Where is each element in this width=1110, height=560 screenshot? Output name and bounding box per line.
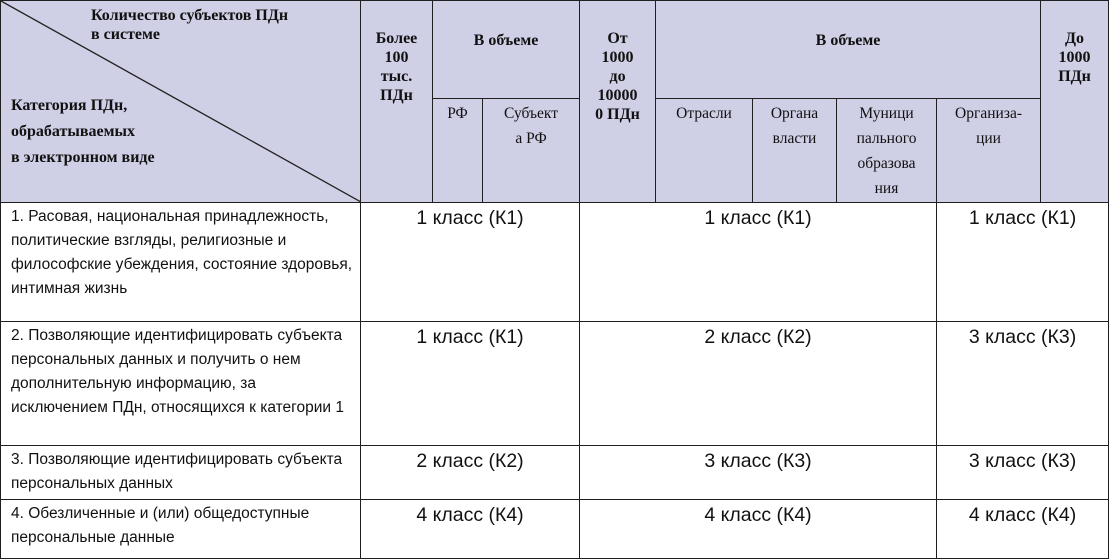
class-cell: 1 класс (К1) bbox=[580, 203, 937, 322]
sub-rf: РФ bbox=[433, 99, 483, 203]
class-cell: 1 класс (К1) bbox=[361, 322, 580, 446]
class-cell: 2 класс (К2) bbox=[361, 446, 580, 500]
table-row bbox=[1, 500, 1109, 559]
class-cell: 3 класс (К3) bbox=[937, 446, 1109, 500]
category-heading: Категория ПДн, обрабатываемых в электронном виде bbox=[11, 97, 155, 166]
class-cell: 4 класс (К4) bbox=[937, 500, 1109, 559]
sub-subject-rf: Субъект а РФ bbox=[483, 99, 580, 203]
sub-municipal: Муници пального образова ния bbox=[837, 99, 937, 203]
class-cell: 4 класс (К4) bbox=[361, 500, 580, 559]
category-cell: 4. Обезличенные и (или) общедоступные персональные данные bbox=[1, 500, 361, 559]
category-cell: 3. Позволяющие идентифицировать субъекта персональных данных bbox=[1, 446, 361, 500]
sub-authority: Органа власти bbox=[753, 99, 837, 203]
class-cell: 4 класс (К4) bbox=[580, 500, 937, 559]
group-volume-1: В объеме bbox=[433, 1, 580, 99]
class-cell: 3 класс (К3) bbox=[937, 322, 1109, 446]
col-up-to-1000: До 1000 ПДн bbox=[1041, 1, 1109, 203]
class-cell: 3 класс (К3) bbox=[580, 446, 937, 500]
diagonal-header-cell bbox=[1, 1, 361, 203]
table-row bbox=[1, 322, 1109, 446]
category-cell: 2. Позволяющие идентифицировать субъекта персональных данных и получить о нем дополнительную информацию, за исключением ПДн, относящихся к категории 1 bbox=[1, 322, 361, 446]
table-row bbox=[1, 203, 1109, 322]
class-cell: 1 класс (К1) bbox=[361, 203, 580, 322]
class-cell: 2 класс (К2) bbox=[580, 322, 937, 446]
class-cell: 1 класс (К1) bbox=[937, 203, 1109, 322]
col-more-than-100k: Более 100 тыс. ПДн bbox=[361, 1, 433, 203]
subjects-count-heading: Количество субъектов ПДн в системе bbox=[91, 7, 289, 43]
category-cell: 1. Расовая, национальная принадлежность, политические взгляды, религиозные и философские убеждения, состояние здоровья, интимная жизнь bbox=[1, 203, 361, 322]
table-row bbox=[1, 446, 1109, 500]
sub-industry: Отрасли bbox=[656, 99, 753, 203]
sub-organization: Организа- ции bbox=[937, 99, 1041, 203]
col-1000-to-100000: От 1000 до 10000 0 ПДн bbox=[580, 1, 656, 203]
group-volume-2: В объеме bbox=[656, 1, 1041, 99]
